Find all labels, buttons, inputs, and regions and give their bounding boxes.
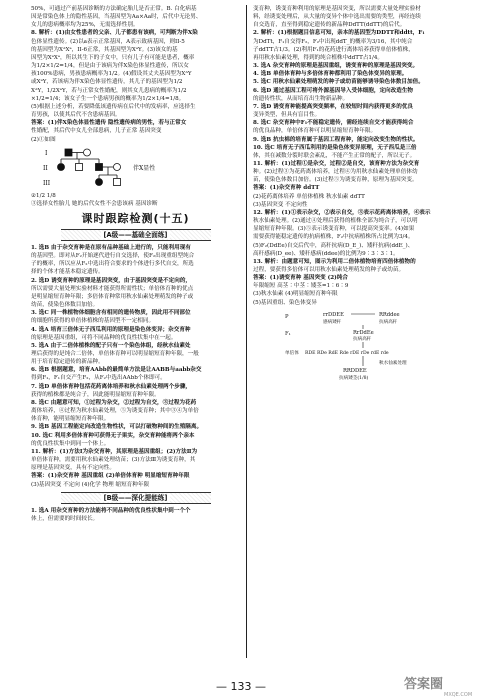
page-number: — 133 — — [216, 680, 266, 693]
answer-line: 子的概率，所以应从F₂中选出符合要求的个体进行多代自交，所选 — [31, 261, 194, 268]
diagram-parent1-phenotype: 感病矮秆 — [323, 319, 342, 325]
left-top-text — [31, 5, 240, 29]
text-line: 孩100%患病，男孩患病概率为1/2。(4)假设其丈夫基因型为XᴬY — [31, 71, 192, 78]
answer-line: 6. 选B 根据题意，培育AAbb的最简单方法是让AABB与aabb杂交 — [31, 367, 202, 374]
pedigree-affected-male — [65, 149, 72, 156]
text-line: 或XᵃY，若该病为伴X染色体显性遗传，其儿子的基因型为1/2 — [31, 79, 183, 86]
answer-line: 理后获得的是纯合二倍体，单倍体育种可以明显缩短育种年限，一般 — [31, 351, 199, 357]
text-line: 9. 选B 抗虫棉的培育属于基因工程育种，能定向改变生物的性状。 — [253, 136, 419, 143]
right-answer-block — [253, 184, 466, 306]
answer-8-explanation — [31, 29, 240, 119]
section-b-label: [B级——深化提能练] — [101, 494, 171, 502]
text-line: 50%，可通过产前基因诊断的方法确定胎儿是否正常。B. 白化病基 — [31, 6, 197, 12]
answer-line: 的优良性状集中到同一个体上。 — [31, 440, 110, 447]
text-line: 6. 选D 通过基因工程可将外源基因导入受体细胞，定向改造生物 — [253, 87, 414, 94]
text-line: 子ddTT占1/3。(2)利用F₁的花药进行离体培养获得单倍体植株， — [253, 46, 414, 53]
pedigree-affected-male — [96, 163, 103, 170]
right-column — [253, 5, 466, 660]
column-divider — [246, 5, 247, 658]
text-line: 变育种，诱变育种利用的原理是基因突变，所以需要大量处理实验材 — [253, 6, 421, 12]
answer-line: 答案：(1)诱变育种 基因突变 (2)纯合 — [253, 275, 348, 282]
answer-line: 获得的植株都是纯合子，因此能明显缩短育种年限。 — [31, 391, 160, 398]
text-line: XᴬY，1/2XᵃY，若与正常女性婚配，则其女儿患病的概率为1/2 — [31, 87, 187, 94]
answer-line: 5. 选A 由于二倍体植株的配子只有一个染色体组，经秋水仙素处 — [31, 342, 191, 349]
diagram-parent2-phenotype: 抗病高秆 — [379, 319, 398, 325]
diagram-f1-label: F₁ — [285, 330, 291, 337]
pedigree-female — [114, 163, 121, 170]
answer-line: 用于培育稳定遗传的新品种。 — [31, 359, 104, 366]
answer-line: 体育种，能明显缩短育种年限。 — [31, 416, 110, 423]
answer-line: 秋水仙素处理。(2)通过④处理后获得的植株全部为纯合子，可以明 — [253, 218, 418, 225]
text-line: 5. 选C 用秋水仙素处理萌发的种子或幼苗能够诱导染色体数目加倍。 — [253, 79, 424, 86]
answer-line: 得到F₁，F₁自交产生F₂，从F₂中选出AAbb个体即可。 — [31, 375, 166, 382]
text-line: (5)根据上述分析，若要降低该遗传病在后代中的发病率，应选择生 — [31, 103, 196, 110]
pedigree-affected-female — [96, 178, 103, 185]
answer-line: 9. 选B 基因工程能定向改造生物性状，可以打破物种间的生殖隔离。 — [31, 424, 203, 431]
text-line: 变异类型，但具有盲目性。 — [253, 112, 321, 119]
answer-8-answer — [31, 119, 240, 135]
text-line: 体，其在减数分裂时联会紊乱，不能产生正常的配子，所以无子。 — [253, 152, 416, 159]
text-line: 育男孩，以使其后代不含患病基因。 — [31, 112, 121, 119]
answer-line: 2. 选D 诱变育种的原理是基因突变，由于基因突变是不定向的， — [31, 277, 192, 284]
watermark-logo — [402, 673, 494, 699]
answer-line: 答案：(1)伴X染色体显性遗传 隐性遗传病的男性，若与正常女 — [31, 120, 187, 127]
answer-line: 所以需要大量处理实验材料才能获得所需性状；单倍体育种的优点 — [31, 285, 194, 292]
pedigree-chart — [43, 146, 193, 190]
text-line: 因型为XᵃXᵃ，所以其生下的子女中，只有儿子有可能是患者，概率 — [31, 54, 195, 61]
pedigree-affected-female — [58, 163, 65, 170]
text-line: 为DdTt，F₁自交得F₂，F₂中出现ddT_的概率为3/16，其中纯合 — [253, 38, 413, 45]
answer-line: (5)基因重组、染色体变异 — [253, 299, 317, 306]
answer-line: 原理是基因突变，具有不定向性。 — [31, 465, 115, 472]
pedigree-caption: 伴X显性 — [133, 164, 156, 172]
answer-line: 幼苗，使染色体数目加倍。 — [31, 302, 99, 309]
section-a-label: [A级——基础全面练] — [101, 231, 171, 239]
answer-line: ②1/2 1/8 — [31, 192, 56, 199]
text-line: 苗，使染色体数目加倍。(3)过程⑤为诱变育种，原理为基因突变。 — [253, 177, 418, 184]
answer-line: 过程，要获得多倍体可以用秋水仙素处理萌发的种子或幼苗。 — [253, 267, 405, 273]
section-b-banner — [61, 492, 211, 504]
pedigree-gen-label: II — [43, 164, 48, 172]
answer-line: 12. 解析：(1)①表示杂交，②表示自交，③表示花药离体培养，④表示 — [253, 209, 431, 216]
text-line: 8. 选C 杂交育种中F₁不能稳定遗传，需经连续自交才能获得纯合 — [253, 120, 414, 127]
answer-line: 需要获得能稳定遗传的抗病植株，F₂中抗病植株所占比例为3/4。 — [253, 234, 414, 241]
answer-line: 年限缩短 高茎∶中茎∶矮茎=1∶6∶9 — [253, 283, 349, 290]
answer-line: 择的个体才能基本稳定遗传。 — [31, 269, 104, 276]
answer-line: (3)秋水仙素 (4)明显缩短育种年限 — [253, 291, 338, 298]
text-line: ×1/2=1/4；该女子生一个患病男孩的概率为1/2×1/4=1/8。 — [31, 95, 185, 102]
diagram-f1-phenotype: 抗病高秆 — [353, 336, 372, 342]
answer-line: 答案：(1)杂交育种 ddTT — [253, 185, 320, 192]
right-explanations — [253, 5, 466, 184]
text-line: 自交选育，直至得到稳定遗传的新品种DdTT(ddTT)的后代。 — [253, 22, 406, 29]
text-line: 的遗传性状，从而培育出生物新品种。 — [253, 95, 349, 102]
diagram-p-label: P — [285, 313, 289, 320]
answer-line: (3)基因突变 不定向 (4)化学 物理 缩短育种年限 — [31, 481, 150, 488]
breeding-diagram — [283, 310, 453, 382]
answer-line: 的细胞所获得的单倍体植株的基因型不一定相同。 — [31, 318, 155, 325]
answer-line: 1. 选B 由于杂交育种是在原有品种基础上进行的，只能利用现有 — [31, 244, 191, 251]
section-a-answers — [31, 244, 240, 489]
answer-line: ③选择女性胎儿 她的后代女性不会患该病 基因诊断 — [31, 200, 158, 207]
text-line: 11. 解析：(1)过程①是杂交，过程②是自交，该育种方法为杂交育 — [253, 160, 420, 167]
answer-line: 体上，但需要的时间较长。 — [31, 515, 99, 522]
answer-line: (5)F₂(DdEe)自交后代中，高秆抗病(D_E_)、矮秆抗病(ddE_)、 — [253, 242, 414, 249]
answer-line: 3. 选C 同一株植物体细胞含有相同的遗传物质，因此用不同部位 — [31, 310, 191, 317]
answer-line: 的基因型。即对从F₂开始逐代进行自交选择，使F₂出现重组型纯合 — [31, 253, 195, 260]
diagram-f2-phenotype: 抗病矮茎(1/8) — [339, 375, 369, 381]
answer-line: 7. 选D 单倍体育种包括花药离体培养和秋水仙素处理两个步骤， — [31, 383, 192, 390]
text-line: 8. 解析：(1)由女性患者的父亲、儿子都患有该病，可判断为伴X染 — [31, 30, 198, 37]
left-column — [31, 5, 240, 660]
text-line: 料，经诱变处理后，从大量的变异个体中选出需要的类型，再经连续 — [253, 14, 421, 21]
diagram-parent2: RRddee — [379, 311, 400, 318]
text-line: 2. 解析：(1)根据题目信息可知，亲本的基因型为DDTT和ddtt，F₁ — [253, 30, 425, 37]
text-line: 再用秋水仙素处理，得到的纯合植株中ddTT占1/4。 — [253, 54, 384, 61]
answer-line: (2)花药离体培养 单倍体植株 秋水仙素 ddTT — [253, 193, 365, 200]
answer-line: 性婚配，其后代中女儿全部患病，儿子正常 基因突变 — [31, 128, 162, 135]
diagram-f2: RRDDEE — [343, 367, 367, 374]
text-line: 10. 选C 培育无子西瓜利用的是染色体变异原理，无子西瓜是三倍 — [253, 144, 417, 151]
answer-line: 1. 选A 用杂交育种的方法能将不同品种的优良性状集中到一个个 — [31, 507, 191, 514]
pedigree-gen-label: III — [43, 179, 51, 187]
diagram-gametes: RDE RDe RdE Rde rDE rDe rdE rde — [305, 350, 389, 356]
answer-line: 4. 选A 培育三倍体无子西瓜利用的原理是染色体变异；杂交育种 — [31, 326, 191, 333]
text-line: 3. 选A 杂交育种的原理是基因重组，诱变育种的原理是基因突变。 — [253, 63, 419, 70]
pedigree-male — [114, 178, 121, 185]
answer-line: 11. 解析：(1)方法Ⅰ为杂交育种，其原理是基因重组；(2)方法Ⅱ为 — [31, 448, 198, 455]
diagram-treatment: 秋水仙素处理 — [379, 360, 407, 366]
diagram-parent1: rrDDEE — [323, 311, 344, 318]
text-line: 7. 选D 诱变育种能提高突变频率，在较短时间内获得更多的优良 — [253, 103, 414, 110]
text-line: 女儿的患病概率均为25%，无需选择性别。 — [31, 22, 139, 29]
answer-8-answer-continued — [31, 192, 240, 208]
practice-title: 课时跟踪检测(十五) — [81, 211, 190, 225]
section-b-answers — [31, 507, 240, 523]
watermark-url: MXQE.COM — [444, 692, 473, 698]
answer-8-figure-label: (2)①如图 — [31, 136, 56, 143]
answer-line: (3)基因突变 不定向性 — [253, 201, 308, 208]
pedigree-gen-label: I — [45, 149, 48, 157]
text-line: 的基因型为XᴬXᵃ，II-6正常，其基因型为XᵃY。(3)该女的基 — [31, 46, 178, 53]
answer-line: 是明显缩短育种年限；多倍体育种常用秋水仙素处理萌发的种子或 — [31, 293, 194, 300]
answer-line: 的原理是基因重组，可将不同品种的优良性状集中在一起。 — [31, 334, 177, 341]
diagram-haploid-label: 单倍体 — [285, 350, 299, 356]
pedigree-male — [76, 163, 83, 170]
section-a-banner — [61, 229, 211, 241]
answer-line: 8. 选C 由题意可知，①过程为杂交，②过程为自交，③过程为花药 — [31, 399, 197, 406]
text-line: 色体显性遗传。(2)以a表示正常基因，A表示致病基因，则II-5 — [31, 38, 185, 45]
answer-line: 答案：(1)杂交育种 基因重组 (2)单倍体育种 明显缩短育种年限 — [31, 473, 190, 480]
answer-line: 离体培养，④过程为秋水仙素处理，⑤为诱变育种；其中③④为单倍 — [31, 408, 199, 415]
watermark-text: 答案圈 — [404, 677, 444, 692]
answer-line: 高秆感病(D_ee)、矮秆感病(ddee)的比例为9∶3∶3∶1。 — [253, 250, 399, 257]
pedigree-female — [84, 149, 91, 156]
diagram-f1: RrDdEe — [353, 329, 374, 336]
text-line: 种。(2)过程③为花药离体培养，过程④为用秋水仙素处理单倍体幼 — [253, 169, 418, 176]
answer-line: 10. 选C 利用多倍体育种可获得无子果实，杂交育种能将两个亲本 — [31, 432, 195, 439]
answer-line: 13. 解析：由题意可知，图示为利用二倍体植物培育四倍体植物的 — [253, 258, 416, 265]
text-line: 因是常染色体上的隐性基因，当基因型为Aa×Aa时，后代中无论男、 — [31, 14, 202, 21]
text-line: 为1/2×1/2=1/4，但是由于该病为伴X染色体显性遗传，所以女 — [31, 63, 189, 70]
text-line: 的优良品种，单倍体育种可以明显缩短育种年限。 — [253, 128, 377, 135]
answer-line: 单倍体育种，需要用秋水仙素处理幼苗；(3)方法Ⅲ为诱变育种，其 — [31, 457, 196, 464]
text-line: 4. 选B 单倍体育种与多倍体育种都利用了染色体变异的原理。 — [253, 71, 408, 78]
answer-line: 显缩短育种年限。(3)⑤表示诱变育种，可以提高突变率。(4)如果 — [253, 226, 415, 233]
